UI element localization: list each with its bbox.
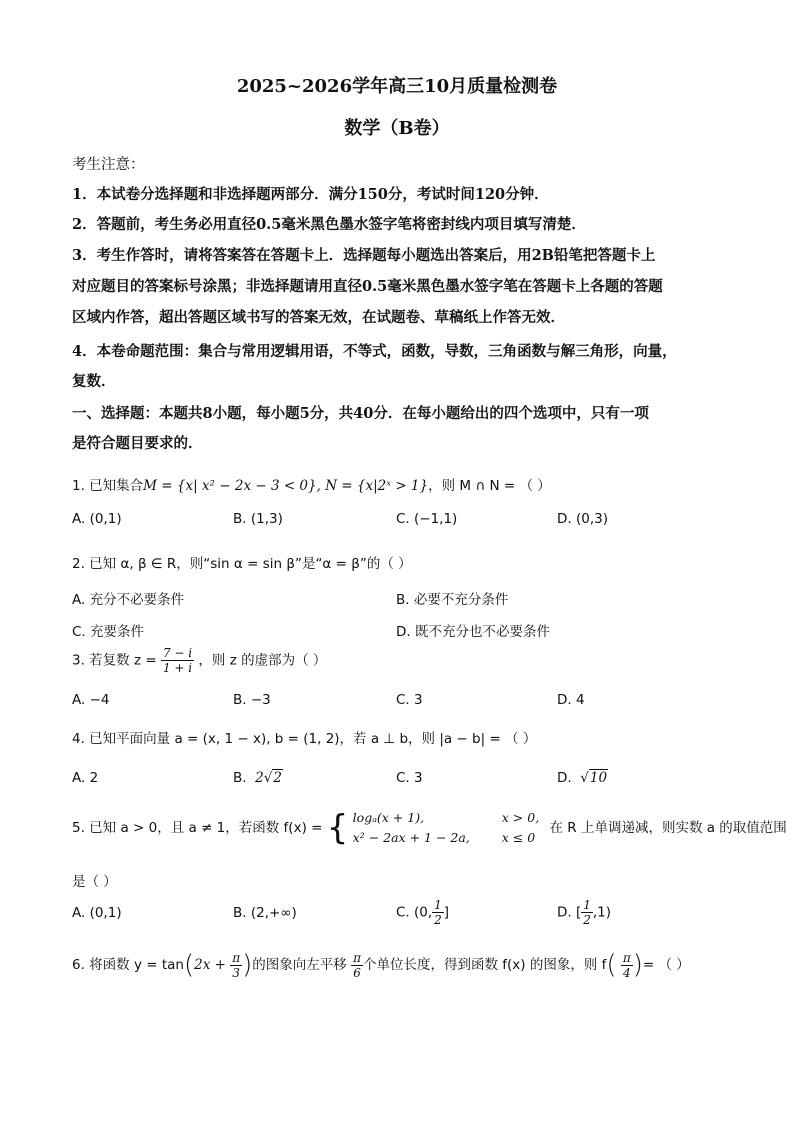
q3-fraction: $\frac{7 - i}{1 + i}$ [162,646,193,675]
q1-option-d[interactable]: D. (0,3) [557,511,608,527]
q3-option-d[interactable]: D. 4 [557,692,585,708]
notice-item-4-line-2: 复数． [72,373,116,390]
section-1-heading-line-1: 一、选择题：本题共8小题，每小题5分，共40分．在每小题给出的四个选项中，只有一项 [72,405,649,422]
notice-item-1: 1．本试卷分选择题和非选择题两部分．满分150分，考试时间120分钟． [72,186,549,203]
q4-option-d[interactable]: D. √10 [557,770,608,786]
question-4-stem: 4. 已知平面向量 a = (x, 1 − x), b = (1, 2)，若 a ⊥ b，则 |a − b| = （ ） [72,731,537,747]
q2-option-a[interactable]: A. 充分不必要条件 [72,592,185,608]
q4-option-a[interactable]: A. 2 [72,770,99,786]
section-1-heading-line-2: 是符合题目要求的． [72,435,203,452]
q4-option-b[interactable]: B. 2√2 [233,770,282,786]
notice-heading: 考生注意： [72,157,145,173]
q4-option-c[interactable]: C. 3 [396,770,423,786]
question-2-stem: 2. 已知 α, β ∈ R，则“sin α = sin β”是“α = β”的（ ） [72,556,412,572]
exam-subtitle: 数学（B卷） [344,118,450,139]
exam-title: 2025~2026学年高三10月质量检测卷 [236,76,558,97]
question-5-stem-line-2: 是（ ） [72,874,117,890]
question-5-stem: 5. 已知 a > 0，且 a ≠ 1，若函数 f(x) = { logₐ(x + 1), x > 0, x² − 2ax + 1 − 2a, x ≤ 0 在 R 上单调递减，则实数 a 的取值范围 [72,808,787,848]
q5-option-a[interactable]: A. (0,1) [72,905,122,921]
q1-option-c[interactable]: C. (−1,1) [396,511,458,527]
q2-option-b[interactable]: B. 必要不充分条件 [396,592,509,608]
q2-option-c[interactable]: C. 充要条件 [72,624,145,640]
question-1-stem: 1. 已知集合M = {x| x² − 2x − 3 < 0}, N = {x|2ˣ > 1}，则 M ∩ N = （ ） [72,478,551,494]
question-6-stem: 6. 将函数 y = tan(2x + $\frac{\pi}{3}$ )的图象向左平移 $\frac{\pi}{6}$ 个单位长度，得到函数 f(x) 的图象，则 f( $\frac{\pi}{4}$ )= （ ） [72,950,690,980]
q1-option-a[interactable]: A. (0,1) [72,511,122,527]
q5-option-d[interactable]: D. [ $\frac{1}{2}$ ,1) [557,898,612,927]
q3-option-a[interactable]: A. −4 [72,692,110,708]
notice-item-3-line-3: 区域内作答，超出答题区域书写的答案无效，在试题卷、草稿纸上作答无效． [72,309,565,326]
q1-option-b[interactable]: B. (1,3) [233,511,283,527]
notice-item-2: 2．答题前，考生务必用直径0.5毫米黑色墨水签字笔将密封线内项目填写清楚． [72,216,586,233]
notice-item-4-line-1: 4．本卷命题范围：集合与常用逻辑用语，不等式，函数，导数，三角函数与解三角形，向量， [72,343,677,360]
q5-option-c[interactable]: C. (0, $\frac{1}{2}$ ] [396,898,450,927]
q2-option-d[interactable]: D. 既不充分也不必要条件 [396,624,550,640]
notice-item-3-line-2: 对应题目的答案标号涂黑；非选择题请用直径0.5毫米黑色墨水签字笔在答题卡上各题的答题 [72,278,663,295]
q5-piecewise: logₐ(x + 1), x > 0, x² − 2ax + 1 − 2a, x ≤ 0 [352,810,540,845]
notice-item-3-line-1: 3．考生作答时，请将答案答在答题卡上．选择题每小题选出答案后，用2B铅笔把答题卡上 [72,247,656,264]
q3-option-b[interactable]: B. −3 [233,692,271,708]
question-3-stem: 3. 若复数 z = $\frac{7 - i}{1 + i}$ ，则 z 的虚部为（ ） [72,646,327,675]
q5-option-b[interactable]: B. (2,+∞) [233,905,297,921]
q3-option-c[interactable]: C. 3 [396,692,423,708]
